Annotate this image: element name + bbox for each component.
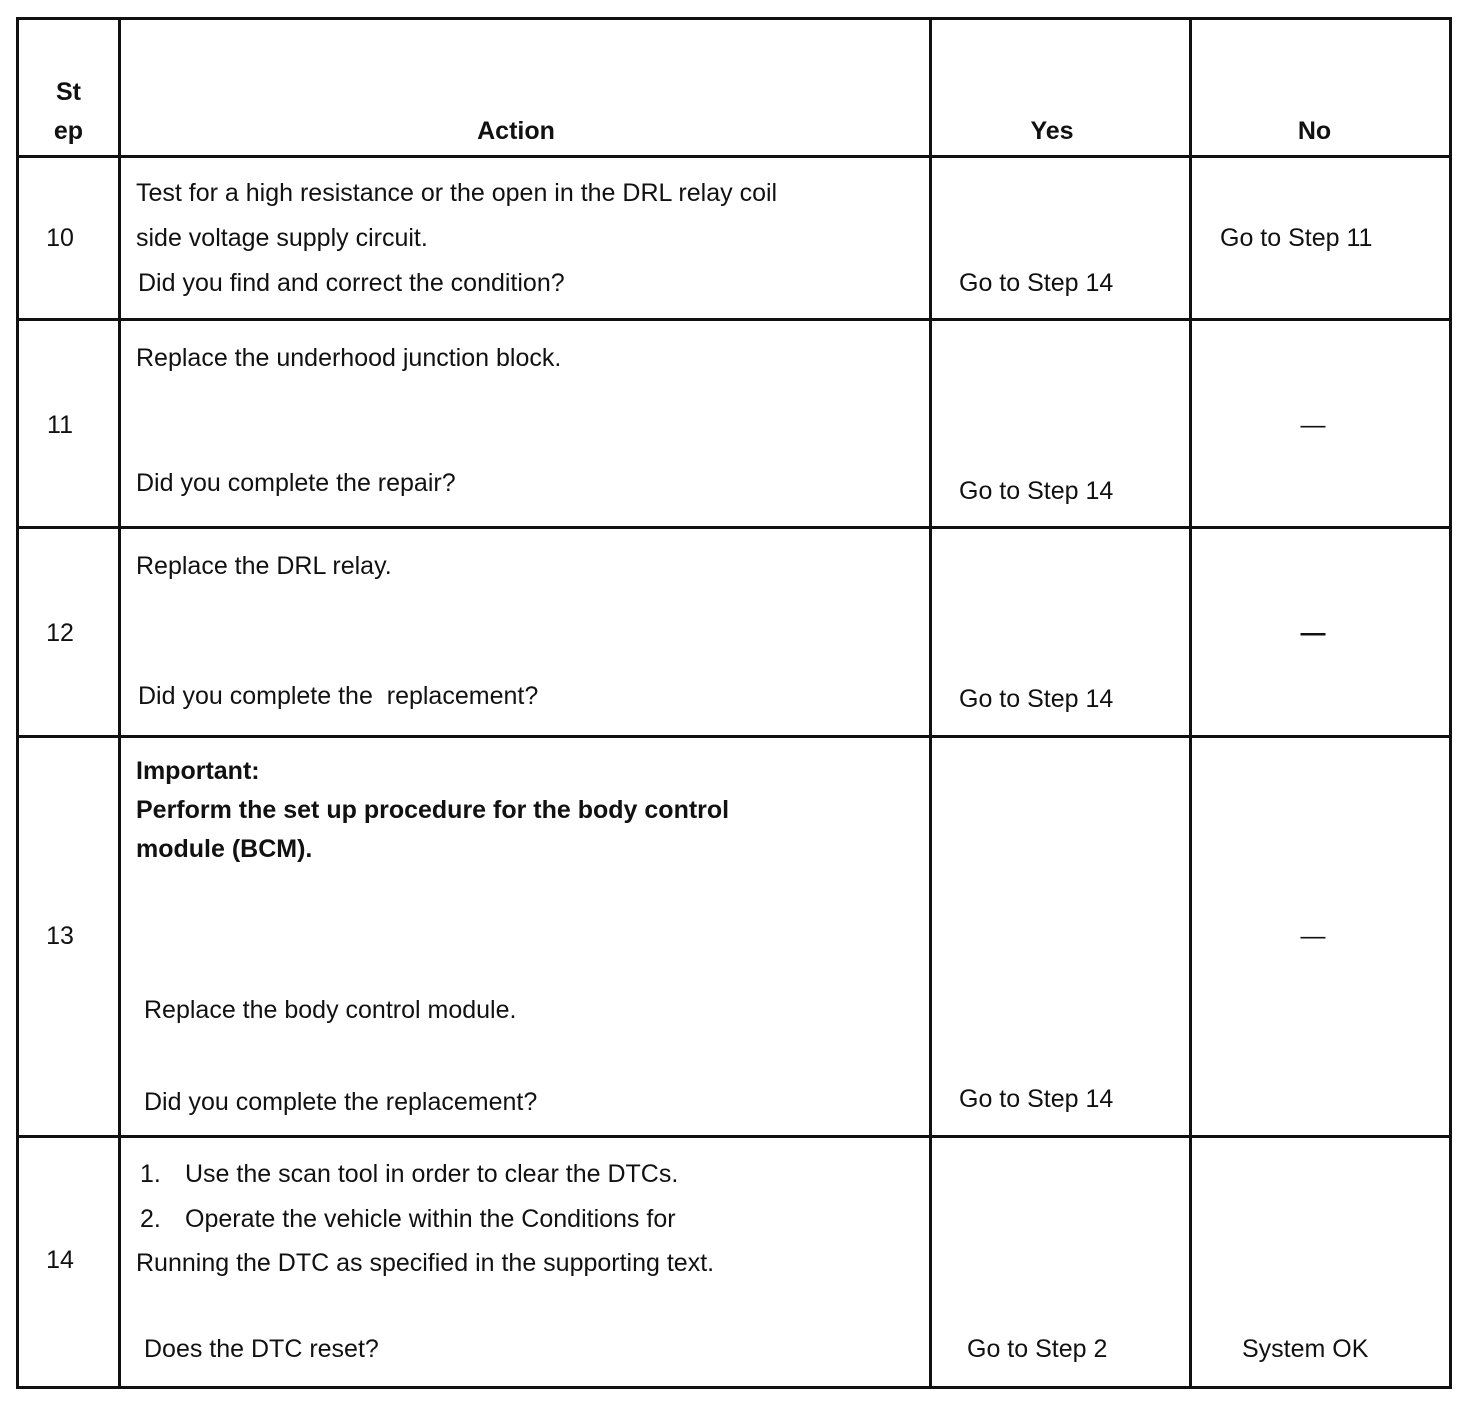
yes-result: Go to Step 14 — [959, 1085, 1114, 1113]
yes-result: Go to Step 2 — [967, 1335, 1108, 1363]
action-text: Replace the DRL relay. — [136, 552, 392, 580]
no-result-dash: — — [1300, 619, 1326, 647]
action-question: Did you complete the replacement? — [138, 682, 539, 710]
row-divider — [16, 735, 1452, 738]
table-border-top — [16, 17, 1452, 20]
yes-result: Go to Step 14 — [959, 269, 1114, 297]
table-border-right — [1449, 17, 1452, 1389]
header-no: No — [1297, 117, 1332, 145]
list-number: 2. — [140, 1205, 161, 1233]
action-text: Running the DTC as specified in the supporting text. — [136, 1249, 715, 1277]
column-divider-action — [929, 17, 932, 1389]
action-question: Does the DTC reset? — [144, 1335, 379, 1363]
action-text: Replace the underhood junction block. — [136, 344, 562, 372]
action-question: Did you find and correct the condition? — [138, 269, 565, 297]
important-note: Perform the set up procedure for the body control — [136, 796, 730, 824]
step-number: 14 — [46, 1246, 74, 1274]
step-number: 12 — [46, 619, 74, 647]
action-text: Replace the body control module. — [144, 996, 517, 1024]
no-result: Go to Step 11 — [1220, 224, 1373, 252]
row-divider — [16, 526, 1452, 529]
list-number: 1. — [140, 1160, 161, 1188]
no-result-dash: — — [1300, 411, 1326, 439]
no-result: System OK — [1242, 1335, 1369, 1363]
header-step: St — [56, 78, 81, 106]
action-text: side voltage supply circuit. — [136, 224, 428, 252]
important-note: module (BCM). — [136, 835, 313, 863]
step-number: 13 — [46, 922, 74, 950]
step-number: 11 — [47, 411, 73, 439]
list-item-text: Operate the vehicle within the Conditions for — [185, 1205, 676, 1233]
column-divider-yes — [1189, 17, 1192, 1389]
yes-result: Go to Step 14 — [959, 477, 1114, 505]
action-question: Did you complete the replacement? — [144, 1088, 538, 1116]
header-divider — [16, 155, 1452, 158]
header-yes: Yes — [1030, 117, 1074, 145]
row-divider — [16, 318, 1452, 321]
table-border-bottom — [16, 1386, 1452, 1389]
column-divider-step — [118, 17, 121, 1389]
list-item-text: Use the scan tool in order to clear the DTCs. — [185, 1160, 679, 1188]
step-number: 10 — [46, 224, 74, 252]
no-result-dash: — — [1300, 922, 1326, 950]
header-action: Action — [477, 117, 555, 145]
yes-result: Go to Step 14 — [959, 685, 1114, 713]
row-divider — [16, 1135, 1452, 1138]
important-label: Important: — [136, 757, 260, 785]
header-step-cont: ep — [53, 117, 84, 145]
action-question: Did you complete the repair? — [136, 469, 456, 497]
action-text: Test for a high resistance or the open in the DRL relay coil — [136, 179, 778, 207]
